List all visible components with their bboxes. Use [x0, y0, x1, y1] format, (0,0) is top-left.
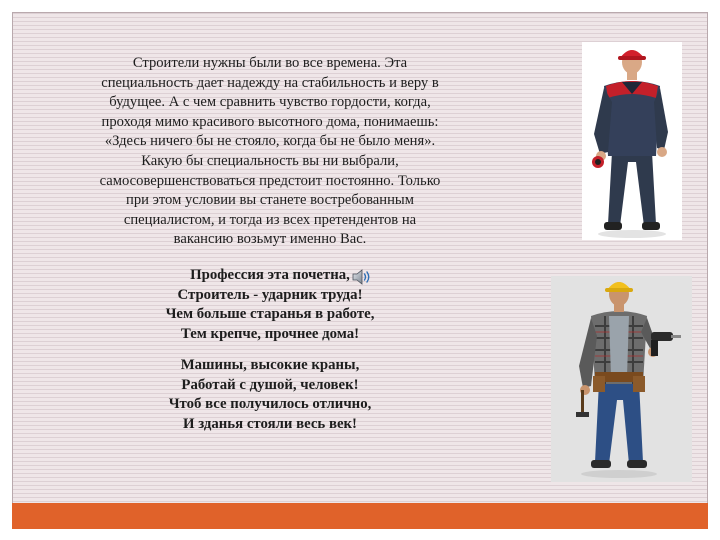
intro-text [40, 54, 500, 250]
builder-photo-overalls [582, 42, 682, 240]
builder-photo-drill [551, 276, 692, 482]
poem-line: Чтоб все получилось отлично, [168, 396, 372, 413]
poem-line: Работай с душой, человек! [181, 376, 359, 393]
speaker-icon[interactable] [351, 268, 373, 286]
intro-line: самосовершенствоваться предстоит постоянно. Только [99, 172, 441, 189]
poem-stanza-2 [110, 356, 430, 434]
intro-line: будущее. А с чем сравнить чувство гордости, когда, [109, 94, 431, 111]
intro-line: проходя мимо красивого высотного дома, понимаешь: [101, 113, 439, 130]
poem-line: Профессия эта почетна, [190, 267, 350, 283]
intro-line: вакансию возьмут именно Вас. [173, 231, 367, 248]
intro-line: «Здесь ничего бы не стояло, когда бы не было меня». [104, 133, 436, 150]
intro-line: Строители нужны были во все времена. Эта [132, 55, 408, 71]
poem-line: Строитель - ударник труда! [177, 286, 363, 303]
intro-line: специалистом, и тогда из всех претендентов на [123, 211, 417, 228]
poem-line: И зданья стояли весь век! [183, 415, 357, 432]
intro-line: специальность дает надежду на стабильность и веру в [101, 74, 439, 91]
poem-stanza-1 [110, 266, 430, 344]
footer-accent-bar [12, 503, 708, 529]
intro-line: при этом условии вы станете востребованным [126, 192, 414, 209]
poem-line: Тем крепче, прочнее дома! [180, 325, 360, 342]
poem-line: Чем больше старанья в работе, [165, 306, 375, 323]
poem-line: Машины, высокие краны, [180, 357, 360, 373]
intro-line: Какую бы специальность вы ни выбрали, [141, 152, 399, 169]
